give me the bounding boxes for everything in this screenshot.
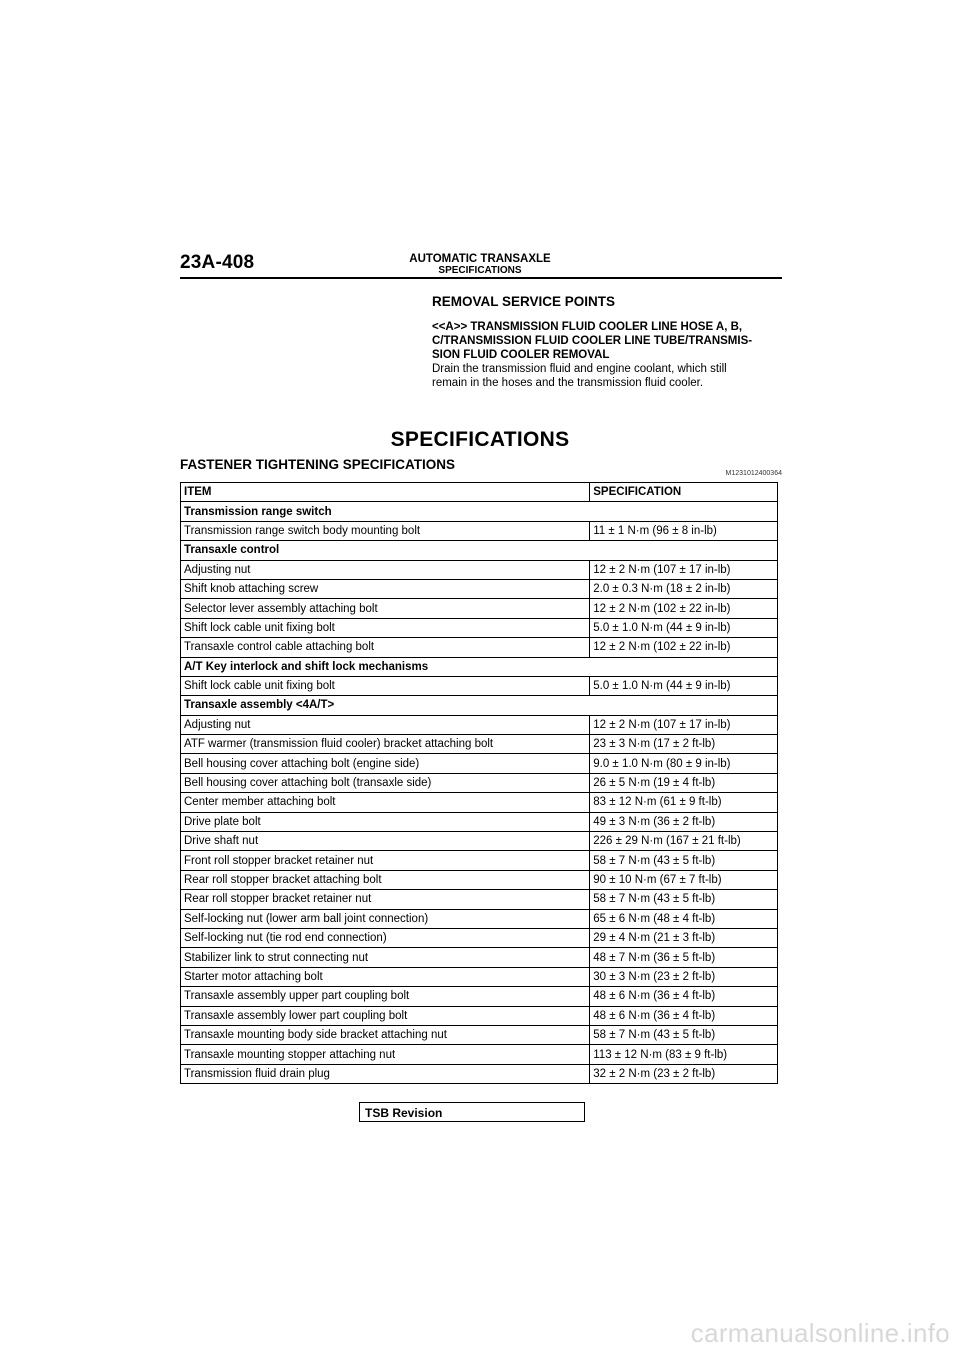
specification-cell: 32 ± 2 N·m (23 ± 2 ft-lb) bbox=[590, 1064, 778, 1083]
item-cell: Stabilizer link to strut connecting nut bbox=[181, 948, 590, 967]
item-cell: Selector lever assembly attaching bolt bbox=[181, 599, 590, 618]
fastener-spec-table bbox=[180, 482, 778, 1084]
table-row bbox=[181, 1025, 778, 1044]
table-row bbox=[181, 870, 778, 889]
specification-cell: 58 ± 7 N·m (43 ± 5 ft-lb) bbox=[590, 1025, 778, 1044]
fastener-title: FASTENER TIGHTENING SPECIFICATIONS bbox=[180, 457, 456, 472]
table-row bbox=[181, 735, 778, 754]
specification-cell: 2.0 ± 0.3 N·m (18 ± 2 in-lb) bbox=[590, 579, 778, 598]
item-cell: Center member attaching bolt bbox=[181, 793, 590, 812]
specification-cell: 30 ± 3 N·m (23 ± 2 ft-lb) bbox=[590, 967, 778, 986]
table-row bbox=[181, 851, 778, 870]
specification-cell: 5.0 ± 1.0 N·m (44 ± 9 in-lb) bbox=[590, 676, 778, 695]
table-row bbox=[181, 676, 778, 695]
table-row bbox=[181, 1006, 778, 1025]
section-subtitle: SPECIFICATIONS bbox=[438, 265, 522, 276]
sub-heading-line: SION FLUID COOLER REMOVAL bbox=[432, 349, 610, 361]
specification-cell: 58 ± 7 N·m (43 ± 5 ft-lb) bbox=[590, 890, 778, 909]
item-cell: Drive plate bolt bbox=[181, 812, 590, 831]
specification-cell: 49 ± 3 N·m (36 ± 2 ft-lb) bbox=[590, 812, 778, 831]
removal-service-points bbox=[432, 294, 784, 390]
specification-cell: 83 ± 12 N·m (61 ± 9 ft-lb) bbox=[590, 793, 778, 812]
table-row bbox=[181, 773, 778, 792]
item-cell: Shift lock cable unit fixing bolt bbox=[181, 676, 590, 695]
watermark: carmanualsonline.info bbox=[690, 1318, 950, 1348]
sub-heading-line: <<A>> TRANSMISSION FLUID COOLER LINE HOSE A, B, bbox=[432, 321, 743, 333]
item-cell: Drive shaft nut bbox=[181, 832, 590, 851]
group-heading: A/T Key interlock and shift lock mechanisms bbox=[181, 657, 778, 676]
removal-heading: REMOVAL SERVICE POINTS bbox=[432, 294, 616, 309]
item-cell: Transaxle assembly lower part coupling bolt bbox=[181, 1006, 590, 1025]
item-cell: Self-locking nut (lower arm ball joint connection) bbox=[181, 909, 590, 928]
specification-cell: 113 ± 12 N·m (83 ± 9 ft-lb) bbox=[590, 1045, 778, 1064]
item-cell: Adjusting nut bbox=[181, 715, 590, 734]
item-cell: Adjusting nut bbox=[181, 560, 590, 579]
item-cell: Transaxle assembly upper part coupling bolt bbox=[181, 987, 590, 1006]
table-row bbox=[181, 1045, 778, 1064]
body-line: remain in the hoses and the transmission fluid cooler. bbox=[432, 377, 704, 389]
table-body bbox=[181, 502, 778, 1084]
item-cell: Transmission fluid drain plug bbox=[181, 1064, 590, 1083]
table-group-row bbox=[181, 502, 778, 521]
table-row bbox=[181, 928, 778, 947]
table-row bbox=[181, 521, 778, 540]
item-cell: Transaxle mounting body side bracket attaching nut bbox=[181, 1025, 590, 1044]
item-cell: Bell housing cover attaching bolt (transaxle side) bbox=[181, 773, 590, 792]
specification-cell: 226 ± 29 N·m (167 ± 21 ft-lb) bbox=[590, 832, 778, 851]
item-cell: Transaxle control cable attaching bolt bbox=[181, 638, 590, 657]
table-row bbox=[181, 812, 778, 831]
table-row bbox=[181, 579, 778, 598]
specification-cell: 48 ± 6 N·m (36 ± 4 ft-lb) bbox=[590, 987, 778, 1006]
group-heading: Transmission range switch bbox=[181, 502, 778, 521]
specification-cell: 23 ± 3 N·m (17 ± 2 ft-lb) bbox=[590, 735, 778, 754]
column-header-specification: SPECIFICATION bbox=[590, 483, 778, 502]
section-title: SPECIFICATIONS bbox=[390, 428, 570, 451]
table-row bbox=[181, 967, 778, 986]
removal-body bbox=[432, 362, 784, 390]
item-cell: Starter motor attaching bolt bbox=[181, 967, 590, 986]
item-cell: Transmission range switch body mounting bolt bbox=[181, 521, 590, 540]
item-cell: Rear roll stopper bracket attaching bolt bbox=[181, 870, 590, 889]
table-row bbox=[181, 754, 778, 773]
table-row bbox=[181, 638, 778, 657]
sub-heading-line: C/TRANSMISSION FLUID COOLER LINE TUBE/TRANSMIS- bbox=[432, 335, 753, 347]
item-cell: Transaxle mounting stopper attaching nut bbox=[181, 1045, 590, 1064]
page-number: 23A-408 bbox=[180, 252, 255, 273]
table-row bbox=[181, 948, 778, 967]
table-row bbox=[181, 832, 778, 851]
specification-cell: 65 ± 6 N·m (48 ± 4 ft-lb) bbox=[590, 909, 778, 928]
specification-cell: 12 ± 2 N·m (102 ± 22 in-lb) bbox=[590, 638, 778, 657]
specification-cell: 9.0 ± 1.0 N·m (80 ± 9 in-lb) bbox=[590, 754, 778, 773]
specification-cell: 12 ± 2 N·m (107 ± 17 in-lb) bbox=[590, 560, 778, 579]
specification-cell: 11 ± 1 N·m (96 ± 8 in-lb) bbox=[590, 521, 778, 540]
specification-cell: 5.0 ± 1.0 N·m (44 ± 9 in-lb) bbox=[590, 618, 778, 637]
column-header-item: ITEM bbox=[181, 483, 590, 502]
item-cell: Bell housing cover attaching bolt (engine side) bbox=[181, 754, 590, 773]
tsb-revision-box: TSB Revision bbox=[359, 1102, 585, 1122]
chapter-title: AUTOMATIC TRANSAXLE bbox=[409, 253, 551, 265]
table-row bbox=[181, 909, 778, 928]
table-row bbox=[181, 793, 778, 812]
table-header-row bbox=[181, 483, 778, 502]
table-group-row bbox=[181, 541, 778, 560]
item-cell: Shift lock cable unit fixing bolt bbox=[181, 618, 590, 637]
specification-cell: 90 ± 10 N·m (67 ± 7 ft-lb) bbox=[590, 870, 778, 889]
running-header bbox=[380, 253, 580, 277]
specification-cell: 12 ± 2 N·m (102 ± 22 in-lb) bbox=[590, 599, 778, 618]
specification-cell: 26 ± 5 N·m (19 ± 4 ft-lb) bbox=[590, 773, 778, 792]
specification-cell: 58 ± 7 N·m (43 ± 5 ft-lb) bbox=[590, 851, 778, 870]
table-row bbox=[181, 599, 778, 618]
table-row bbox=[181, 715, 778, 734]
table-row bbox=[181, 618, 778, 637]
removal-sub-heading bbox=[432, 320, 784, 362]
body-line: Drain the transmission fluid and engine coolant, which still bbox=[432, 363, 727, 375]
specification-cell: 12 ± 2 N·m (107 ± 17 in-lb) bbox=[590, 715, 778, 734]
group-heading: Transaxle assembly <4A/T> bbox=[181, 696, 778, 715]
table-row bbox=[181, 560, 778, 579]
specification-cell: 29 ± 4 N·m (21 ± 3 ft-lb) bbox=[590, 928, 778, 947]
item-cell: ATF warmer (transmission fluid cooler) bracket attaching bolt bbox=[181, 735, 590, 754]
specification-cell: 48 ± 7 N·m (36 ± 5 ft-lb) bbox=[590, 948, 778, 967]
item-cell: Shift knob attaching screw bbox=[181, 579, 590, 598]
table-row bbox=[181, 890, 778, 909]
group-heading: Transaxle control bbox=[181, 541, 778, 560]
item-cell: Front roll stopper bracket retainer nut bbox=[181, 851, 590, 870]
header-rule bbox=[180, 277, 782, 279]
specification-cell: 48 ± 6 N·m (36 ± 4 ft-lb) bbox=[590, 1006, 778, 1025]
item-cell: Self-locking nut (tie rod end connection) bbox=[181, 928, 590, 947]
item-cell: Rear roll stopper bracket retainer nut bbox=[181, 890, 590, 909]
document-id: M1231012400364 bbox=[725, 470, 782, 477]
table-group-row bbox=[181, 696, 778, 715]
table-group-row bbox=[181, 657, 778, 676]
table-row bbox=[181, 1064, 778, 1083]
table-row bbox=[181, 987, 778, 1006]
